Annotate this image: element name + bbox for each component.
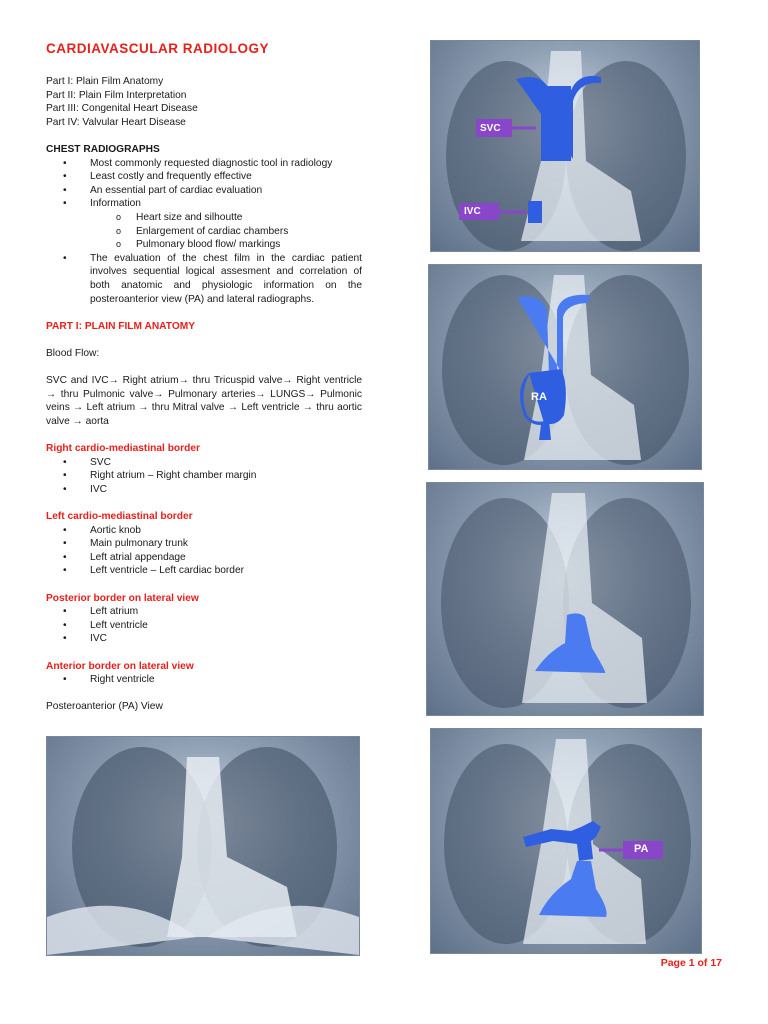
left-border-heading: Left cardio-mediastinal border: [46, 511, 193, 522]
part1-heading: PART I: PLAIN FILM ANATOMY: [46, 320, 196, 332]
ventricle-xray-image: [426, 482, 704, 716]
list-item: • Left ventricle: [46, 619, 362, 633]
list-item: • IVC: [46, 483, 362, 497]
list-item: • SVC: [46, 456, 362, 470]
list-item: • Left atrial appendage: [46, 551, 362, 565]
list-item: • IVC: [46, 632, 362, 646]
pulmonary-artery-xray-image: [430, 728, 702, 954]
pa-view-label: Posteroanterior (PA) View: [46, 701, 163, 713]
list-item: o Enlargement of cardiac chambers: [46, 225, 362, 239]
part-2-line: Part II: Plain Film Interpretation: [46, 89, 187, 101]
list-item: o Heart size and silhoutte: [46, 211, 362, 225]
list-item: • An essential part of cardiac evaluation: [46, 184, 362, 198]
chest-radiographs-heading: CHEST RADIOGRAPHS: [46, 143, 160, 155]
pa-label: PA: [634, 843, 649, 855]
list-item: • Left atrium: [46, 605, 362, 619]
list-item: • Right ventricle: [46, 673, 362, 687]
left-column: [46, 40, 362, 714]
chest-bullet-list: [46, 157, 362, 211]
list-item: • Information: [46, 197, 362, 211]
list-item: • Main pulmonary trunk: [46, 537, 362, 551]
list-item: • Right atrium – Right chamber margin: [46, 469, 362, 483]
part-4-line: Part IV: Valvular Heart Disease: [46, 116, 186, 128]
svc-vessel-shape: [541, 86, 571, 161]
right-atrium-xray-image: [428, 264, 702, 470]
parts-list: [46, 75, 362, 129]
part-1-line: Part I: Plain Film Anatomy: [46, 76, 164, 87]
right-border-heading: Right cardio-mediastinal border: [46, 443, 200, 455]
blood-flow-label: Blood Flow:: [46, 347, 100, 359]
svc-label: SVC: [480, 123, 501, 134]
posterior-border-heading: Posterior border on lateral view: [46, 592, 199, 604]
document-title: CARDIAVASCULAR RADIOLOGY: [46, 41, 269, 56]
list-item: • The evaluation of the chest film in the cardiac patient involves sequential logical assesment and correlation of both anatomic and physiologic information on the posteroanterior view (PA) and lateral radiographs.: [46, 252, 362, 306]
ivc-label: IVC: [464, 206, 481, 217]
part-3-line: Part III: Congenital Heart Disease: [46, 103, 198, 115]
blood-flow-text: SVC and IVC→ Right atrium→ thru Tricuspid valve→ Right ventricle → thru Pulmonic valve→ Pulmonary arteries→ LUNGS→ Pulmonic veins → Left atrium → thru Mitral valve → Left ventricle → thru aortic valve → aorta: [46, 375, 362, 427]
list-item: o Pulmonary blood flow/ markings: [46, 238, 362, 252]
information-sub-list: [46, 211, 362, 252]
ivc-vessel-shape: [528, 201, 542, 223]
anterior-border-heading: Anterior border on lateral view: [46, 660, 194, 672]
ra-label: RA: [531, 391, 547, 403]
list-item: • Aortic knob: [46, 524, 362, 538]
list-item: • Left ventricle – Left cardiac border: [46, 564, 362, 578]
list-item: • Least costly and frequently effective: [46, 170, 362, 184]
pa-view-xray-image: [46, 736, 360, 956]
svc-ivc-xray-image: [430, 40, 700, 252]
page-number: Page 1 of 17: [660, 957, 722, 969]
list-item: • Most commonly requested diagnostic tool in radiology: [46, 157, 362, 171]
